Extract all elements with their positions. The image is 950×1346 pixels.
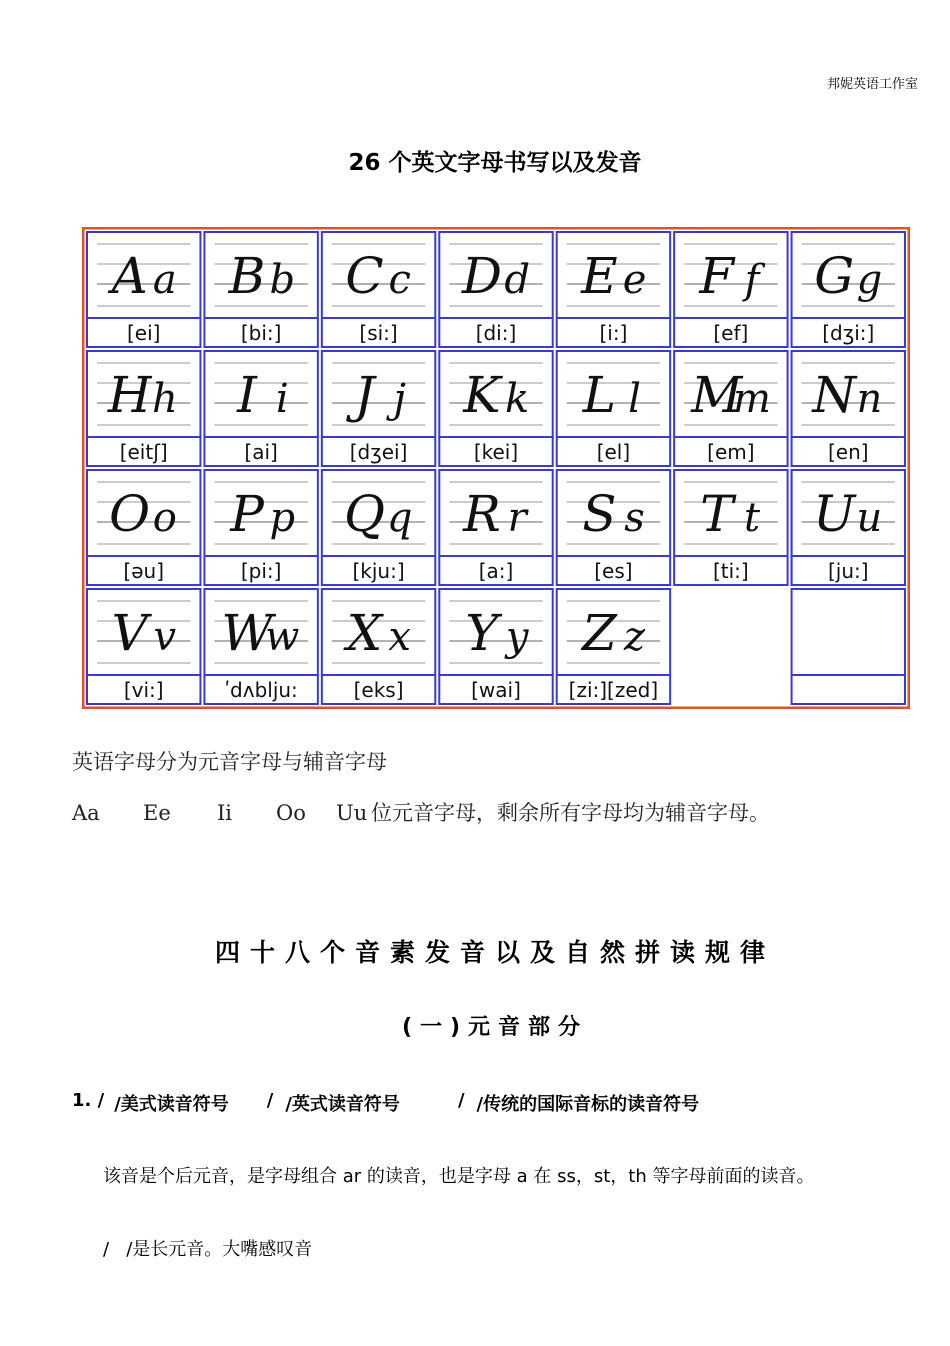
uppercase-letter: D (461, 247, 502, 305)
item-1-number: 1. / (72, 1090, 105, 1111)
vowel-letter: Aa (72, 801, 100, 825)
ipa-label: [kju:] (352, 559, 405, 583)
subsection-title: (一)元音部分 (401, 1015, 589, 1040)
ipa-label: [zi:][zed] (568, 678, 659, 702)
uppercase-letter: I (237, 366, 257, 424)
ipa-label: [dʒei] (349, 440, 408, 464)
lowercase-letter: o (152, 495, 177, 541)
vowel-letter: Oo (276, 801, 306, 825)
uppercase-letter: A (111, 247, 148, 305)
uppercase-letter: T (700, 485, 734, 543)
item-1-british-symbol: /英式读音符号 (285, 1094, 400, 1115)
ipa-label: [əu] (123, 559, 165, 583)
vowel-letters-description: 位元音字母，剩余所有字母均为辅音字母。 (371, 801, 770, 825)
uppercase-letter: Q (343, 485, 385, 543)
page-title: 26 个英文字母书写以及发音 (348, 150, 642, 176)
ipa-label: [ju:] (827, 559, 869, 583)
uppercase-letter: S (582, 485, 617, 543)
uppercase-letter: Z (581, 604, 617, 662)
ipa-label: [vi:] (123, 678, 164, 702)
lowercase-letter: v (153, 614, 177, 660)
ipa-label: [ef] (713, 321, 749, 345)
uppercase-letter: R (463, 485, 501, 543)
uppercase-letter: K (463, 366, 501, 424)
ipa-label: [i:] (599, 321, 628, 345)
uppercase-letter: C (345, 247, 384, 305)
ipa-label: [el] (596, 440, 631, 464)
uppercase-letter: J (354, 366, 375, 424)
vowel-letters-line (72, 797, 770, 827)
lowercase-letter: q (386, 495, 413, 541)
ipa-label: [wai] (471, 678, 521, 702)
uppercase-letter: E (581, 247, 618, 305)
lowercase-letter: a (152, 257, 177, 303)
lowercase-letter: m (733, 376, 771, 422)
lowercase-letter: b (269, 257, 296, 303)
ipa-label: [dʒi:] (822, 321, 875, 345)
uppercase-letter: F (699, 247, 735, 305)
uppercase-letter: L (582, 366, 616, 424)
lowercase-letter: n (856, 376, 883, 422)
uppercase-letter: B (228, 247, 266, 305)
ipa-label: ʹdʌblju: (224, 678, 298, 702)
item-1-slash: / (266, 1090, 274, 1111)
item-1-heading (72, 1090, 699, 1116)
lowercase-letter: h (151, 376, 178, 422)
item-1-american-symbol: /美式读音符号 (114, 1094, 229, 1115)
ipa-label: [ai] (244, 440, 278, 464)
lowercase-letter: x (388, 614, 411, 660)
lowercase-letter: f (744, 257, 760, 303)
lowercase-letter: r (507, 495, 527, 541)
lowercase-letter: t (743, 495, 761, 541)
ipa-label: [bi:] (240, 321, 282, 345)
ipa-label: [eks] (353, 678, 404, 702)
uppercase-letter: G (814, 247, 855, 305)
ipa-label: [di:] (475, 321, 517, 345)
lowercase-letter: u (856, 495, 883, 541)
lowercase-letter: j (393, 376, 406, 422)
lowercase-letter: d (504, 257, 530, 303)
ipa-label: [es] (594, 559, 633, 583)
vowel-letter: Ii (217, 801, 233, 825)
lowercase-letter: s (624, 495, 645, 541)
uppercase-letter: U (813, 485, 856, 543)
uppercase-letter: N (812, 366, 857, 424)
header-org-name: 邦妮英语工作室 (826, 77, 918, 92)
ipa-label: [en] (827, 440, 869, 464)
lowercase-letter: y (505, 614, 529, 660)
ipa-label: [ti:] (712, 559, 749, 583)
uppercase-letter: Y (465, 604, 499, 662)
uppercase-letter: X (346, 604, 383, 662)
lowercase-letter: i (275, 376, 289, 422)
lowercase-letter: w (265, 614, 300, 660)
vowel-letter: Ee (143, 801, 171, 825)
lowercase-letter: c (388, 257, 411, 303)
lowercase-letter: z (624, 614, 646, 660)
uppercase-letter: P (230, 485, 264, 543)
ipa-label: [eitʃ] (119, 440, 168, 464)
lowercase-letter: p (269, 495, 296, 541)
uppercase-letter: M (691, 366, 743, 424)
lowercase-letter: l (628, 376, 641, 422)
uppercase-letter: W (221, 604, 273, 662)
item-1-slash: / (457, 1090, 465, 1111)
item-1-note: / /是长元音。大嘴感叹音 (103, 1239, 313, 1260)
uppercase-letter: O (109, 485, 151, 543)
ipa-label: [ei] (126, 321, 161, 345)
lowercase-letter: g (856, 257, 883, 303)
ipa-label: [kei] (473, 440, 519, 464)
ipa-label: [pi:] (240, 559, 282, 583)
ipa-label: [a:] (478, 559, 514, 583)
uppercase-letter: H (107, 366, 152, 424)
alphabet-chart (82, 227, 910, 709)
item-1-ipa-symbol: /传统的国际音标的读音符号 (476, 1094, 700, 1115)
section-title: 四十八个音素发音以及自然拼读规律 (214, 938, 775, 967)
vowel-letter: Uu (336, 801, 368, 825)
item-1-description: 该音是个后元音，是字母组合 ar 的读音，也是字母 a 在 ss，st，th 等字母前面的读音。 (103, 1166, 815, 1187)
lowercase-letter: e (622, 257, 647, 303)
uppercase-letter: V (111, 604, 148, 662)
ipa-label: [em] (707, 440, 755, 464)
ipa-label: [si:] (359, 321, 398, 345)
lowercase-letter: k (505, 376, 530, 422)
vowel-consonant-intro: 英语字母分为元音字母与辅音字母 (72, 750, 387, 774)
